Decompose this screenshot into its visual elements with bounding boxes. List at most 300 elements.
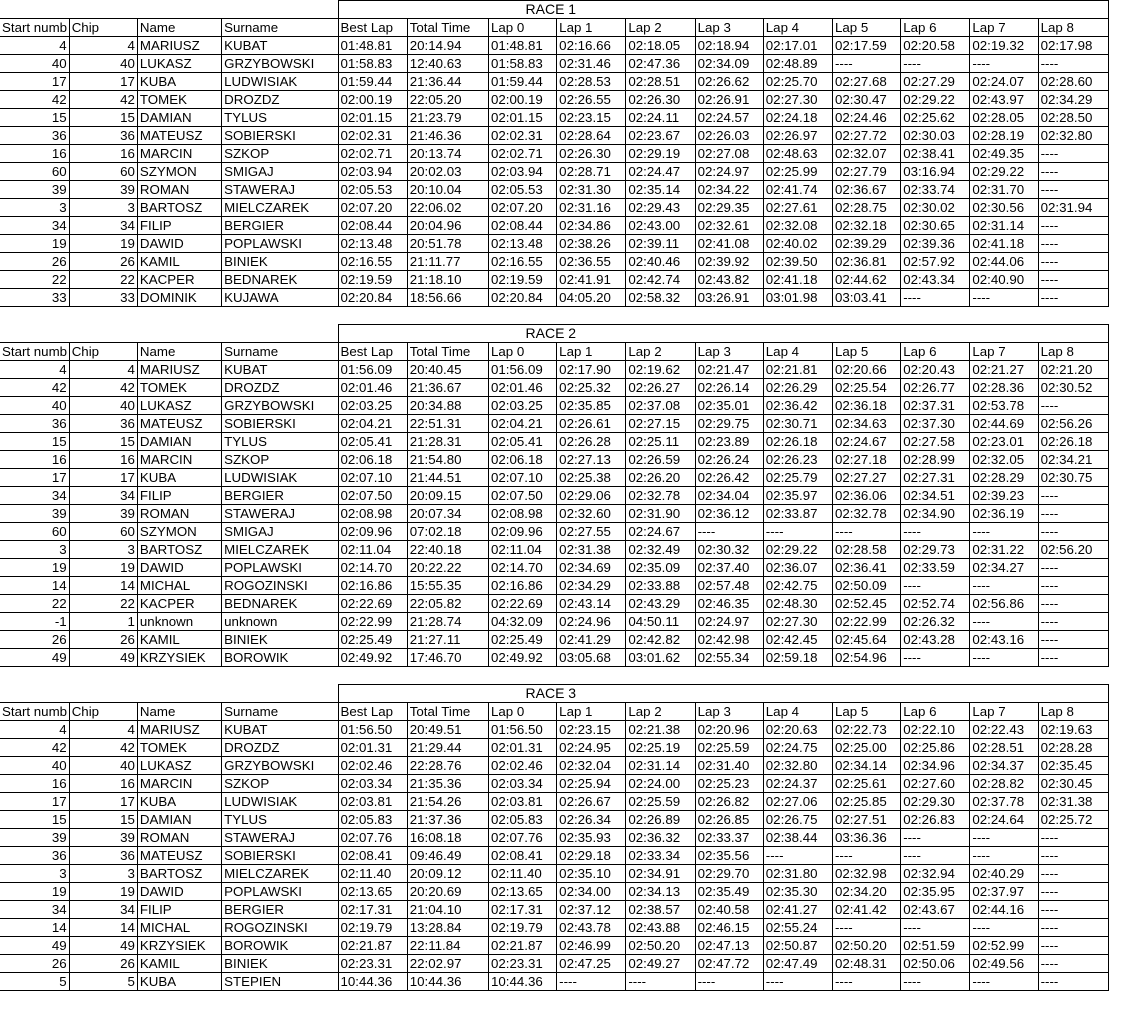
table-cell: 02:34.86: [557, 217, 626, 235]
table-cell: 40: [69, 397, 137, 415]
table-cell: 02:29.73: [901, 541, 970, 559]
table-cell: TOMEK: [137, 739, 221, 757]
table-cell: 02:25.62: [901, 109, 970, 127]
table-cell: 21:28.74: [407, 613, 488, 631]
table-cell: 17: [69, 469, 137, 487]
table-cell: 02:34.14: [832, 757, 900, 775]
table-cell: SZYMON: [137, 523, 221, 541]
table-cell: 02:25.61: [832, 775, 900, 793]
column-header: Lap 1: [557, 343, 626, 361]
table-cell: 02:16.55: [338, 253, 407, 271]
table-cell: 02:07.10: [488, 469, 556, 487]
table-cell: 01:48.81: [338, 37, 407, 55]
table-cell: 02:59.18: [763, 649, 832, 667]
table-cell: 10:44.36: [407, 973, 488, 991]
table-cell: ----: [832, 523, 900, 541]
table-cell: ----: [1038, 559, 1108, 577]
table-cell: 36: [0, 415, 69, 433]
table-cell: 02:27.06: [763, 793, 832, 811]
table-cell: ----: [1038, 145, 1108, 163]
table-cell: 4: [69, 721, 137, 739]
table-cell: DAWID: [137, 883, 221, 901]
table-cell: 18:56.66: [407, 289, 488, 307]
table-row: [0, 793, 1109, 811]
table-cell: 02:43.00: [626, 217, 695, 235]
table-cell: 02:35.45: [1038, 757, 1108, 775]
table-cell: 19: [69, 883, 137, 901]
table-cell: 02:11.04: [488, 541, 556, 559]
table-cell: ----: [901, 55, 970, 73]
table-row: [0, 145, 1109, 163]
table-cell: 20:04.96: [407, 217, 488, 235]
table-cell: 02:00.19: [488, 91, 556, 109]
column-header: Surname: [222, 343, 338, 361]
table-cell: 02:23.89: [695, 433, 763, 451]
table-cell: 02:26.32: [901, 613, 970, 631]
table-cell: 02:17.98: [1038, 37, 1108, 55]
table-cell: MATEUSZ: [137, 415, 221, 433]
table-cell: 02:36.55: [557, 253, 626, 271]
table-cell: 14: [0, 577, 69, 595]
column-header: Lap 6: [901, 343, 970, 361]
table-cell: BINIEK: [222, 955, 338, 973]
table-cell: 4: [0, 361, 69, 379]
table-cell: 02:21.47: [695, 361, 763, 379]
table-cell: 02:29.70: [695, 865, 763, 883]
column-header: Lap 2: [626, 703, 695, 721]
table-cell: KUBAT: [222, 361, 338, 379]
table-cell: 19: [0, 883, 69, 901]
table-cell: MARIUSZ: [137, 361, 221, 379]
table-cell: 02:17.90: [557, 361, 626, 379]
table-cell: 14: [69, 577, 137, 595]
table-cell: 02:27.60: [901, 775, 970, 793]
table-cell: 02:11.40: [488, 865, 556, 883]
table-cell: 02:29.22: [763, 541, 832, 559]
table-cell: 02:07.76: [338, 829, 407, 847]
table-cell: MARCIN: [137, 775, 221, 793]
table-cell: 02:32.98: [832, 865, 900, 883]
table-cell: 02:25.54: [832, 379, 900, 397]
table-cell: 02:27.58: [901, 433, 970, 451]
table-cell: 02:34.04: [695, 487, 763, 505]
table-cell: 02:37.97: [970, 883, 1038, 901]
table-cell: 36: [69, 847, 137, 865]
table-cell: 15:55.35: [407, 577, 488, 595]
race-title: RACE 2: [338, 325, 1108, 343]
table-cell: LUKASZ: [137, 757, 221, 775]
table-cell: 02:35.56: [695, 847, 763, 865]
table-row: [0, 487, 1109, 505]
table-cell: 02:24.57: [695, 109, 763, 127]
table-cell: BINIEK: [222, 631, 338, 649]
table-cell: 02:39.92: [695, 253, 763, 271]
table-cell: 02:35.30: [763, 883, 832, 901]
table-cell: 02:50.87: [763, 937, 832, 955]
table-cell: 02:38.57: [626, 901, 695, 919]
table-cell: LUKASZ: [137, 397, 221, 415]
table-cell: 02:34.22: [695, 181, 763, 199]
table-cell: 02:33.74: [901, 181, 970, 199]
table-cell: 02:26.62: [695, 73, 763, 91]
table-cell: 26: [0, 955, 69, 973]
table-cell: 02:40.46: [626, 253, 695, 271]
table-cell: 02:08.98: [338, 505, 407, 523]
table-cell: 4: [0, 721, 69, 739]
table-cell: 02:26.28: [557, 433, 626, 451]
table-cell: 02:16.66: [557, 37, 626, 55]
table-cell: 02:39.11: [626, 235, 695, 253]
table-cell: 04:50.11: [626, 613, 695, 631]
table-cell: 02:23.67: [626, 127, 695, 145]
table-cell: 39: [69, 505, 137, 523]
table-cell: ----: [1038, 505, 1108, 523]
table-cell: 04:05.20: [557, 289, 626, 307]
race-2-block: [0, 324, 1109, 667]
table-cell: 34: [0, 487, 69, 505]
table-cell: 20:22.22: [407, 559, 488, 577]
table-cell: 02:31.38: [1038, 793, 1108, 811]
table-cell: 15: [0, 433, 69, 451]
table-cell: DROZDZ: [222, 379, 338, 397]
table-cell: 02:19.59: [338, 271, 407, 289]
table-cell: BINIEK: [222, 253, 338, 271]
table-cell: 02:31.40: [695, 757, 763, 775]
table-cell: SMIGAJ: [222, 523, 338, 541]
table-cell: ----: [1038, 883, 1108, 901]
table-cell: SZKOP: [222, 145, 338, 163]
table-cell: 02:27.72: [832, 127, 900, 145]
table-cell: 02:27.55: [557, 523, 626, 541]
table-cell: 02:28.99: [901, 451, 970, 469]
table-cell: 02:41.29: [557, 631, 626, 649]
table-cell: 02:28.53: [557, 73, 626, 91]
table-cell: 02:32.80: [763, 757, 832, 775]
table-cell: 02:26.75: [763, 811, 832, 829]
table-cell: 02:37.08: [626, 397, 695, 415]
table-cell: 02:20.43: [901, 361, 970, 379]
table-row: [0, 721, 1109, 739]
race-table: [0, 0, 1109, 307]
table-row: [0, 847, 1109, 865]
table-cell: 02:50.20: [832, 937, 900, 955]
table-cell: 02:36.07: [763, 559, 832, 577]
table-cell: 02:35.09: [626, 559, 695, 577]
table-cell: 02:31.94: [1038, 199, 1108, 217]
table-cell: 02:52.99: [970, 937, 1038, 955]
table-cell: 02:23.15: [557, 721, 626, 739]
table-cell: STAWERAJ: [222, 505, 338, 523]
table-row: [0, 739, 1109, 757]
table-cell: 02:42.45: [763, 631, 832, 649]
table-cell: ----: [832, 847, 900, 865]
table-cell: 20:07.34: [407, 505, 488, 523]
table-cell: 02:46.99: [557, 937, 626, 955]
table-cell: 02:32.80: [1038, 127, 1108, 145]
table-cell: 02:01.15: [488, 109, 556, 127]
table-cell: KUBAT: [222, 721, 338, 739]
table-cell: 02:37.12: [557, 901, 626, 919]
table-cell: 02:25.86: [901, 739, 970, 757]
table-cell: ----: [1038, 163, 1108, 181]
table-cell: BOROWIK: [222, 649, 338, 667]
table-cell: 02:39.50: [763, 253, 832, 271]
table-cell: 21:37.36: [407, 811, 488, 829]
table-cell: 02:26.18: [763, 433, 832, 451]
table-cell: TYLUS: [222, 433, 338, 451]
table-cell: 42: [0, 739, 69, 757]
table-cell: 02:41.18: [970, 235, 1038, 253]
table-cell: 34: [69, 901, 137, 919]
table-row: [0, 595, 1109, 613]
table-cell: 02:08.44: [488, 217, 556, 235]
table-cell: TOMEK: [137, 91, 221, 109]
table-cell: ----: [763, 973, 832, 991]
table-cell: 02:29.06: [557, 487, 626, 505]
table-cell: 21:35.36: [407, 775, 488, 793]
table-cell: 02:24.11: [626, 109, 695, 127]
column-header: Best Lap: [338, 703, 407, 721]
table-cell: 02:13.48: [488, 235, 556, 253]
table-cell: 26: [0, 631, 69, 649]
table-cell: 02:27.08: [695, 145, 763, 163]
table-cell: 02:26.67: [557, 793, 626, 811]
table-cell: 02:24.96: [557, 613, 626, 631]
table-cell: KAMIL: [137, 631, 221, 649]
table-cell: 40: [0, 397, 69, 415]
race-3-block: [0, 684, 1109, 991]
table-cell: 02:43.28: [901, 631, 970, 649]
table-cell: SOBIERSKI: [222, 415, 338, 433]
table-cell: 02:07.20: [338, 199, 407, 217]
table-cell: 17: [0, 469, 69, 487]
column-header: Lap 0: [488, 703, 556, 721]
table-cell: 02:49.56: [970, 955, 1038, 973]
table-cell: 02:47.25: [557, 955, 626, 973]
table-cell: 02:30.02: [901, 199, 970, 217]
table-row: [0, 469, 1109, 487]
table-cell: 02:43.29: [626, 595, 695, 613]
table-cell: 02:35.93: [557, 829, 626, 847]
table-cell: 02:26.55: [557, 91, 626, 109]
table-cell: 02:28.36: [970, 379, 1038, 397]
table-cell: 20:13.74: [407, 145, 488, 163]
table-cell: ----: [970, 649, 1038, 667]
table-row: [0, 541, 1109, 559]
table-cell: 02:26.03: [695, 127, 763, 145]
table-cell: 02:27.61: [763, 199, 832, 217]
table-cell: 02:23.31: [488, 955, 556, 973]
table-cell: 02:03.25: [338, 397, 407, 415]
table-cell: 02:05.53: [488, 181, 556, 199]
table-cell: 02:26.83: [901, 811, 970, 829]
table-cell: 02:27.51: [832, 811, 900, 829]
table-cell: 02:26.30: [626, 91, 695, 109]
table-cell: 02:21.27: [970, 361, 1038, 379]
table-cell: 02:48.30: [763, 595, 832, 613]
table-cell: 02:41.27: [763, 901, 832, 919]
table-cell: MATEUSZ: [137, 127, 221, 145]
table-cell: 02:03.94: [488, 163, 556, 181]
table-cell: 02:08.41: [338, 847, 407, 865]
table-row: [0, 433, 1109, 451]
table-cell: 02:22.10: [901, 721, 970, 739]
table-cell: 01:59.44: [488, 73, 556, 91]
table-cell: 01:48.81: [488, 37, 556, 55]
table-cell: 02:29.18: [557, 847, 626, 865]
table-cell: KUBAT: [222, 37, 338, 55]
table-cell: 02:36.18: [832, 397, 900, 415]
table-cell: SMIGAJ: [222, 163, 338, 181]
table-cell: 02:23.01: [970, 433, 1038, 451]
table-cell: 02:07.50: [488, 487, 556, 505]
table-row: [0, 289, 1109, 307]
table-cell: 02:25.19: [626, 739, 695, 757]
table-cell: 03:01.62: [626, 649, 695, 667]
column-header: Start numb: [0, 703, 69, 721]
table-cell: BERGIER: [222, 217, 338, 235]
table-row: [0, 361, 1109, 379]
table-cell: SZYMON: [137, 163, 221, 181]
table-cell: 4: [69, 37, 137, 55]
table-cell: 02:43.34: [901, 271, 970, 289]
table-cell: ----: [1038, 919, 1108, 937]
table-cell: STAWERAJ: [222, 829, 338, 847]
table-cell: 49: [0, 937, 69, 955]
table-row: [0, 73, 1109, 91]
table-cell: 20:20.69: [407, 883, 488, 901]
table-cell: 02:50.09: [832, 577, 900, 595]
table-cell: KAMIL: [137, 253, 221, 271]
table-cell: 22:28.76: [407, 757, 488, 775]
table-cell: 39: [0, 181, 69, 199]
table-cell: 15: [69, 109, 137, 127]
column-header: Chip: [69, 703, 137, 721]
table-cell: 02:02.46: [338, 757, 407, 775]
column-header: Lap 8: [1038, 343, 1108, 361]
table-cell: MARCIN: [137, 145, 221, 163]
table-cell: ----: [1038, 847, 1108, 865]
table-cell: ----: [1038, 397, 1108, 415]
table-cell: 02:09.96: [338, 523, 407, 541]
table-cell: 02:19.32: [970, 37, 1038, 55]
table-cell: KUBA: [137, 793, 221, 811]
table-cell: KACPER: [137, 271, 221, 289]
table-cell: 02:17.31: [488, 901, 556, 919]
table-cell: SZKOP: [222, 451, 338, 469]
table-cell: 02:22.43: [970, 721, 1038, 739]
column-header: Total Time: [407, 343, 488, 361]
table-cell: 17: [69, 793, 137, 811]
table-cell: ----: [901, 523, 970, 541]
table-cell: 02:44.16: [970, 901, 1038, 919]
table-cell: 42: [69, 379, 137, 397]
table-cell: 40: [69, 55, 137, 73]
table-cell: 14: [0, 919, 69, 937]
table-cell: 02:22.99: [832, 613, 900, 631]
table-cell: 02:02.31: [338, 127, 407, 145]
table-cell: ----: [1038, 181, 1108, 199]
table-cell: 02:13.48: [338, 235, 407, 253]
table-cell: 20:51.78: [407, 235, 488, 253]
table-cell: 02:01.15: [338, 109, 407, 127]
table-cell: 39: [69, 181, 137, 199]
table-cell: 03:36.36: [832, 829, 900, 847]
table-cell: 14: [69, 919, 137, 937]
table-cell: 02:25.79: [763, 469, 832, 487]
table-cell: ----: [901, 289, 970, 307]
table-cell: 02:39.23: [970, 487, 1038, 505]
table-cell: 20:49.51: [407, 721, 488, 739]
table-cell: ----: [901, 973, 970, 991]
column-header: Lap 7: [970, 703, 1038, 721]
column-header: Lap 3: [695, 343, 763, 361]
race-table: [0, 684, 1109, 991]
table-cell: 02:31.70: [970, 181, 1038, 199]
table-cell: 02:01.31: [338, 739, 407, 757]
table-cell: LUDWISIAK: [222, 793, 338, 811]
table-cell: 21:27.11: [407, 631, 488, 649]
table-cell: 02:26.82: [695, 793, 763, 811]
table-cell: 02:26.91: [695, 91, 763, 109]
table-cell: 02:29.22: [970, 163, 1038, 181]
table-cell: 02:26.24: [695, 451, 763, 469]
table-cell: 02:24.97: [695, 613, 763, 631]
table-cell: 02:04.21: [488, 415, 556, 433]
table-cell: 02:52.74: [901, 595, 970, 613]
table-cell: MICHAL: [137, 577, 221, 595]
table-cell: ----: [832, 55, 900, 73]
table-cell: 02:36.06: [832, 487, 900, 505]
table-cell: FILIP: [137, 217, 221, 235]
table-cell: 15: [69, 433, 137, 451]
table-cell: 02:26.29: [763, 379, 832, 397]
table-cell: 19: [0, 235, 69, 253]
table-cell: ----: [970, 523, 1038, 541]
table-cell: ----: [1038, 613, 1108, 631]
table-cell: 02:32.61: [695, 217, 763, 235]
table-cell: 02:34.20: [832, 883, 900, 901]
table-cell: 36: [69, 127, 137, 145]
table-row: [0, 217, 1109, 235]
table-cell: ----: [1038, 271, 1108, 289]
table-cell: 02:17.31: [338, 901, 407, 919]
table-cell: 02:32.60: [557, 505, 626, 523]
table-cell: 02:03.81: [338, 793, 407, 811]
table-cell: 02:40.02: [763, 235, 832, 253]
table-cell: 02:27.79: [832, 163, 900, 181]
table-cell: 16: [0, 145, 69, 163]
table-cell: 02:27.27: [832, 469, 900, 487]
table-cell: ----: [763, 523, 832, 541]
table-cell: 02:35.01: [695, 397, 763, 415]
table-cell: KUJAWA: [222, 289, 338, 307]
table-cell: 02:37.78: [970, 793, 1038, 811]
table-cell: 02:31.38: [557, 541, 626, 559]
table-cell: 33: [69, 289, 137, 307]
table-cell: 02:34.91: [626, 865, 695, 883]
table-cell: 01:59.44: [338, 73, 407, 91]
table-cell: 19: [69, 559, 137, 577]
table-cell: 22: [69, 595, 137, 613]
column-header: Chip: [69, 19, 137, 37]
table-cell: 02:27.15: [626, 415, 695, 433]
table-cell: unknown: [222, 613, 338, 631]
table-cell: 02:32.94: [901, 865, 970, 883]
table-cell: 42: [0, 379, 69, 397]
table-cell: ----: [1038, 487, 1108, 505]
table-cell: 02:36.12: [695, 505, 763, 523]
